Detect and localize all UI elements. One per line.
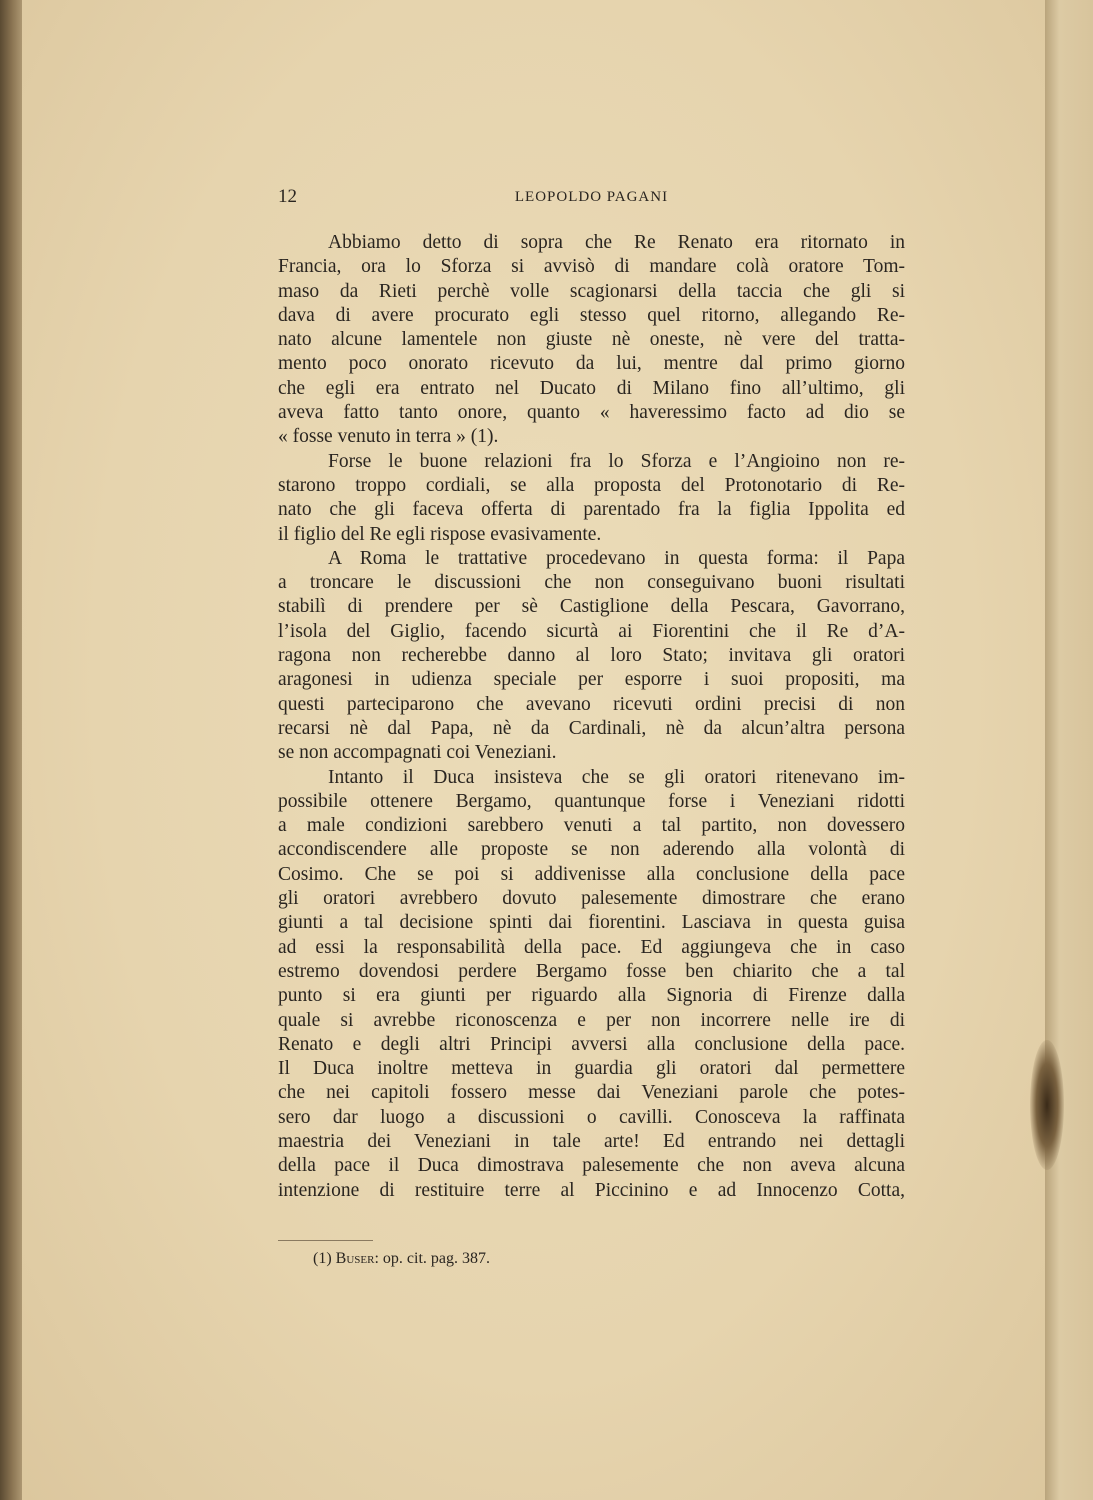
text-line: Il Duca inoltre metteva in guardia gli oratori dal permettere — [278, 1058, 905, 1080]
text-line: Abbiamo detto di sopra che Re Renato era ritornato in — [328, 232, 905, 253]
text-line: starono troppo cordiali, se alla proposta del Protonotario di Re- — [278, 474, 905, 496]
text-line: ad essi la responsabilità della pace. Ed aggiungeva che in caso — [278, 936, 905, 958]
text-line: recarsi nè dal Papa, nè da Cardinali, nè da alcun’altra persona — [278, 717, 905, 739]
text-line: che nei capitoli fossero messe dai Veneziani parole che potes- — [278, 1082, 905, 1104]
text-line: Renato e degli altri Principi avversi alla conclusione della pace. — [278, 1033, 905, 1055]
text-line: a male condizioni sarebbero venuti a tal partito, non dovessero — [278, 815, 905, 837]
paragraph — [278, 547, 905, 766]
footnote-author: Buser — [335, 1250, 375, 1267]
footnote — [313, 1250, 490, 1268]
body-text — [278, 231, 905, 1203]
text-line: che egli era entrato nel Ducato di Milano fino all’ultimo, gli — [278, 377, 905, 399]
paragraph — [278, 231, 905, 450]
text-line: A Roma le trattative procedevano in questa forma: il Papa — [328, 547, 905, 569]
text-line: l’isola del Giglio, facendo sicurtà ai Fiorentini che il Re d’A- — [278, 620, 905, 642]
text-line: mento poco onorato ricevuto da lui, mentre dal primo giorno — [278, 353, 905, 375]
text-line: ragona non recherebbe danno al loro Stato; invitava gli oratori — [278, 645, 905, 667]
text-line: nato alcune lamentele non giuste nè oneste, nè vere del tratta- — [278, 329, 905, 351]
text-line: accondiscendere alle proposte se non aderendo alla volontà di — [278, 839, 905, 861]
text-line: estremo dovendosi perdere Bergamo fosse ben chiarito che a tal — [278, 960, 905, 982]
page-header — [278, 186, 905, 210]
text-line: quale si avrebbe riconoscenza e per non incorrere nelle ire di — [278, 1009, 905, 1031]
text-line: maestria dei Veneziani in tale arte! Ed entrando nei dettagli — [278, 1130, 905, 1152]
text-line: aveva fatto tanto onore, quanto « haveressimo facto ad dio se — [278, 402, 905, 424]
text-line: gli oratori avrebbero dovuto palesemente dimostrare che erano — [278, 888, 905, 910]
text-line: questi parteciparono che avevano ricevuti ordini precisi di non — [278, 693, 905, 715]
text-line: sero dar luogo a discussioni o cavilli. Conosceva la raffinata — [278, 1106, 905, 1128]
text-line: della pace il Duca dimostrava palesemente che non aveva alcuna — [278, 1155, 905, 1177]
paper-stain — [1030, 1040, 1064, 1170]
text-line: il figlio del Re egli rispose evasivamente. — [278, 523, 602, 545]
text-line: nato che gli faceva offerta di parentado fra la figlia Ippolita ed — [278, 499, 905, 521]
footnote-rule — [278, 1240, 373, 1241]
text-line: intenzione di restituire terre al Piccinino e ad Innocenzo Cotta, — [278, 1179, 905, 1201]
text-line: Intanto il Duca insisteva che se gli oratori ritenevano im- — [328, 766, 905, 788]
text-line: possibile ottenere Bergamo, quantunque forse i Veneziani ridotti — [278, 790, 905, 812]
footnote-text: : op. cit. pag. 387. — [374, 1250, 490, 1267]
text-line: Cosimo. Che se poi si addivenisse alla conclusione della pace — [278, 863, 905, 885]
text-line: Francia, ora lo Sforza si avvisò di mandare colà oratore Tom- — [278, 256, 905, 278]
text-line: a troncare le discussioni che non conseguivano buoni risultati — [278, 572, 905, 594]
right-page-edge — [1045, 0, 1093, 1500]
text-line: maso da Rieti perchè volle scagionarsi della taccia che gli si — [278, 280, 905, 302]
text-line: se non accompagnati coi Veneziani. — [278, 742, 557, 764]
text-line: dava di avere procurato egli stesso quel ritorno, allegando Re- — [278, 304, 905, 326]
paragraph — [278, 766, 905, 1203]
text-line: aragonesi in udienza speciale per esporre i suoi propositi, ma — [278, 669, 905, 691]
text-line: « fosse venuto in terra » (1). — [278, 426, 499, 448]
text-line: Forse le buone relazioni fra lo Sforza e l’Angioino non re- — [328, 450, 905, 472]
paragraph — [278, 450, 905, 547]
footnote-marker: (1) — [313, 1250, 332, 1267]
page-number: 12 — [278, 186, 297, 207]
text-line: punto si era giunti per riguardo alla Signoria di Firenze dalla — [278, 985, 905, 1007]
running-head: LEOPOLDO PAGANI — [514, 189, 669, 205]
text-line: stabilì di prendere per sè Castiglione della Pescara, Gavorrano, — [278, 596, 905, 618]
text-line: giunti a tal decisione spinti dai fiorentini. Lasciava in questa guisa — [278, 912, 905, 934]
